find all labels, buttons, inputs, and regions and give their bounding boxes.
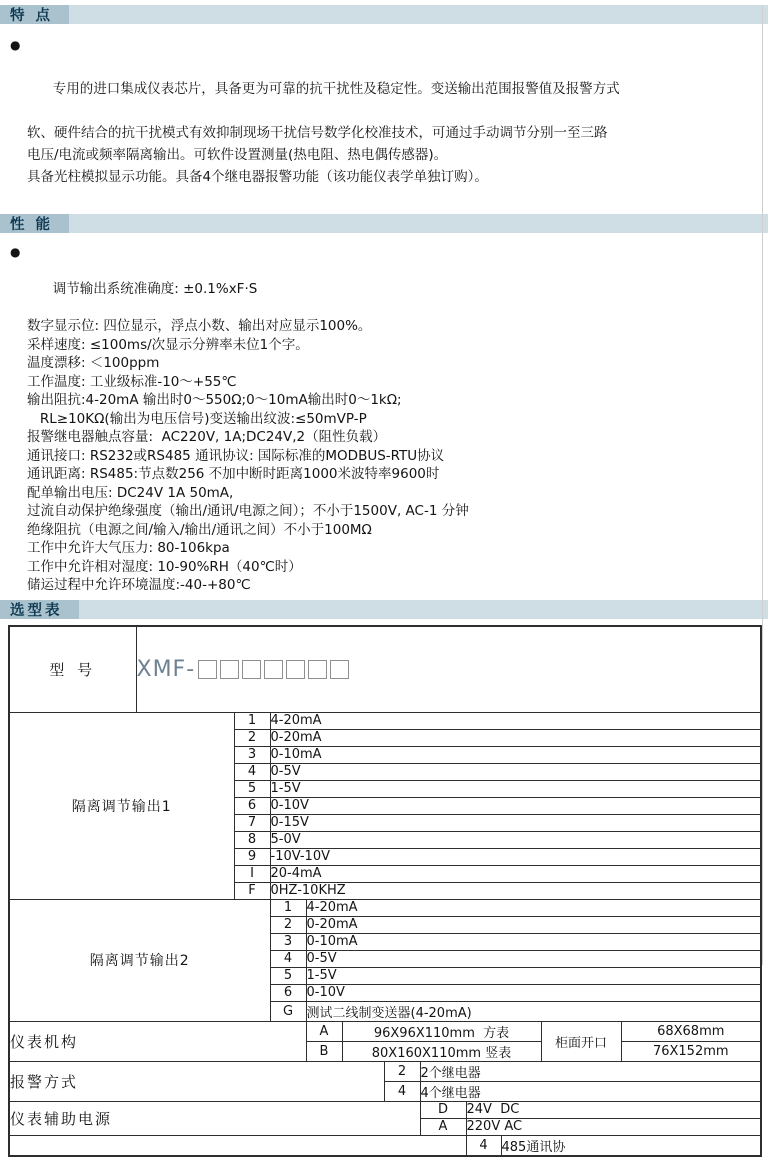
value-cell: 80X160X110mm 竖表 xyxy=(342,1041,541,1061)
code-cell: 6 xyxy=(270,984,306,1001)
value-cell: 1-5V xyxy=(270,780,761,797)
value-cell: -10V-10V xyxy=(270,848,761,865)
value-cell: 0-5V xyxy=(306,950,761,967)
value-cell: 4-20mA xyxy=(306,899,761,916)
code-cell: F xyxy=(234,882,270,899)
model-code-cell xyxy=(136,626,761,713)
value-cell: 4-20mA xyxy=(270,712,761,729)
value-cell: 24V DC xyxy=(466,1101,761,1118)
code-cell: 4 xyxy=(466,1135,501,1156)
section-header-performance xyxy=(0,214,768,233)
model-code-box xyxy=(308,660,327,679)
section-header-features xyxy=(0,5,768,24)
performance-line: 配单输出电压: DC24V 1A 50mA, xyxy=(27,484,234,501)
page-edge-line xyxy=(762,5,763,965)
code-cell: 5 xyxy=(270,967,306,984)
performance-line: 调节输出系统准确度: ±0.1%xF·S xyxy=(52,281,258,297)
feature-line: 软、硬件结合的抗干扰模式有效抑制现场干扰信号数学化校准技术，可通过手动调节分别一至三路 xyxy=(27,125,608,141)
value-cell: 20-4mA xyxy=(270,865,761,882)
code-cell: 2 xyxy=(234,729,270,746)
value-cell: 0-10mA xyxy=(270,746,761,763)
performance-line: 输出阻抗:4-20mA 输出时0～550Ω;0～10mA输出时0～1kΩ; xyxy=(27,392,402,408)
model-label: 型 号 xyxy=(9,626,136,713)
text-line xyxy=(10,34,762,122)
code-cell: A xyxy=(306,1021,342,1041)
code-cell: 2 xyxy=(270,916,306,933)
code-cell: 5 xyxy=(234,780,270,797)
code-cell: 6 xyxy=(234,797,270,814)
value-cell: 0-20mA xyxy=(270,729,761,746)
code-cell: 4 xyxy=(384,1081,420,1101)
feature-line: 专用的进口集成仪表芯片，具备更为可靠的抗干扰性及稳定性。变送输出范围报警值及报警方式 xyxy=(52,81,620,97)
cutout-value-cell: 68X68mm xyxy=(621,1021,761,1041)
table-row xyxy=(9,1101,761,1118)
performance-line: 通讯距离: RS485:节点数256 不加中断时距离1000米波特率9600时 xyxy=(27,466,440,482)
performance-line: 储运过程中允许环境温度:-40-+80℃ xyxy=(27,577,251,593)
datasheet-page xyxy=(0,5,768,1155)
code-cell: 4 xyxy=(270,950,306,967)
performance-line: 数字显示位: 四位显示，浮点小数、输出对应显示100%。 xyxy=(27,318,372,334)
table-row xyxy=(9,899,761,916)
model-row xyxy=(9,626,761,713)
code-cell: 3 xyxy=(234,746,270,763)
empty-cell xyxy=(9,1135,466,1156)
table-row xyxy=(9,1135,761,1156)
selection-header-label: 选型表 xyxy=(0,600,79,619)
code-cell: 2 xyxy=(384,1061,420,1081)
performance-line: 绝缘阻抗（电源之间/输入/输出/通讯之间）不小于100MΩ xyxy=(27,521,372,538)
model-code-box xyxy=(198,660,217,679)
code-cell: I xyxy=(234,865,270,882)
bullet-icon: ● xyxy=(10,245,21,259)
model-code-box xyxy=(330,660,349,679)
value-cell: 1-5V xyxy=(306,967,761,984)
model-code-box xyxy=(220,660,239,679)
section-label-alarm: 报警方式 xyxy=(9,1061,384,1101)
value-cell: 485通讯协 xyxy=(501,1135,761,1156)
model-code-box xyxy=(286,660,305,679)
value-cell: 0-10V xyxy=(270,797,761,814)
code-cell: 3 xyxy=(270,933,306,950)
performance-line: 工作中允许大气压力: 80-106kpa xyxy=(27,540,230,556)
table-row xyxy=(9,1061,761,1081)
value-cell: 0-10mA xyxy=(306,933,761,950)
value-cell: 0-5V xyxy=(270,763,761,780)
selection-table xyxy=(8,625,762,1157)
model-prefix: XMF- xyxy=(136,656,196,682)
model-code-box xyxy=(264,660,283,679)
performance-line: 温度漂移: ＜100ppm xyxy=(27,355,160,371)
code-cell: 8 xyxy=(234,831,270,848)
performance-line: 过流自动保护绝缘强度（输出/通讯/电源之间）；不小于1500V, AC-1 分钟 xyxy=(27,503,469,519)
value-cell: 2个继电器 xyxy=(420,1061,761,1081)
section-header-selection xyxy=(0,600,768,619)
value-cell: 0HZ-10KHZ xyxy=(270,882,761,899)
value-cell: 测试二线制变送器(4-20mA) xyxy=(306,1001,761,1021)
value-cell: 96X96X110mm 方表 xyxy=(342,1021,541,1041)
performance-line: RL≥10KΩ(输出为电压信号)变送输出纹波:≤50mVP-P xyxy=(27,410,367,427)
bullet-icon: ● xyxy=(10,38,21,52)
code-cell: 4 xyxy=(234,763,270,780)
code-cell: 9 xyxy=(234,848,270,865)
value-cell: 0-10V xyxy=(306,984,761,1001)
code-cell: A xyxy=(420,1118,466,1135)
model-code-box xyxy=(242,660,261,679)
table-row xyxy=(9,1021,761,1041)
section-label-output2: 隔离调节输出2 xyxy=(9,899,270,1021)
feature-line: 电压/电流或频率隔离输出。可软件设置测量(热电阻、热电偶传感器)。 xyxy=(27,147,448,163)
section-label-power: 仪表辅助电源 xyxy=(9,1101,420,1135)
features-paragraph xyxy=(0,24,768,188)
code-cell: B xyxy=(306,1041,342,1061)
value-cell: 0-15V xyxy=(270,814,761,831)
value-cell: 5-0V xyxy=(270,831,761,848)
cutout-value-cell: 76X152mm xyxy=(621,1041,761,1061)
value-cell: 220V AC xyxy=(466,1118,761,1135)
code-cell: G xyxy=(270,1001,306,1021)
performance-line: 通讯接口: RS232或RS485 通讯协议: 国际标准的MODBUS-RTU协议 xyxy=(27,447,445,464)
features-header-label: 特 点 xyxy=(0,5,69,24)
performance-line: 报警继电器触点容量: AC220V, 1A;DC24V,2（阻性负载） xyxy=(27,429,387,445)
cutout-label: 柜面开口 xyxy=(541,1021,621,1061)
performance-paragraph xyxy=(0,233,768,595)
text-line xyxy=(10,243,762,317)
section-label-output1: 隔离调节输出1 xyxy=(9,712,234,899)
code-cell: 1 xyxy=(234,712,270,729)
section-label-structure: 仪表机构 xyxy=(9,1021,306,1061)
code-cell: D xyxy=(420,1101,466,1118)
performance-line: 工作中允许相对湿度: 10-90%RH（40℃时） xyxy=(27,558,302,575)
value-cell: 0-20mA xyxy=(306,916,761,933)
performance-line: 工作温度: 工业级标准-10～+55℃ xyxy=(27,373,237,390)
table-row xyxy=(9,712,761,729)
code-cell: 7 xyxy=(234,814,270,831)
performance-line: 采样速度: ≤100ms/次显示分辨率未位1个字。 xyxy=(27,336,309,353)
value-cell: 4个继电器 xyxy=(420,1081,761,1101)
feature-line: 具备光柱模拟显示功能。具备4个继电器报警功能（该功能仪表学单独订购）。 xyxy=(27,169,488,185)
code-cell: 1 xyxy=(270,899,306,916)
performance-header-label: 性 能 xyxy=(0,214,69,233)
